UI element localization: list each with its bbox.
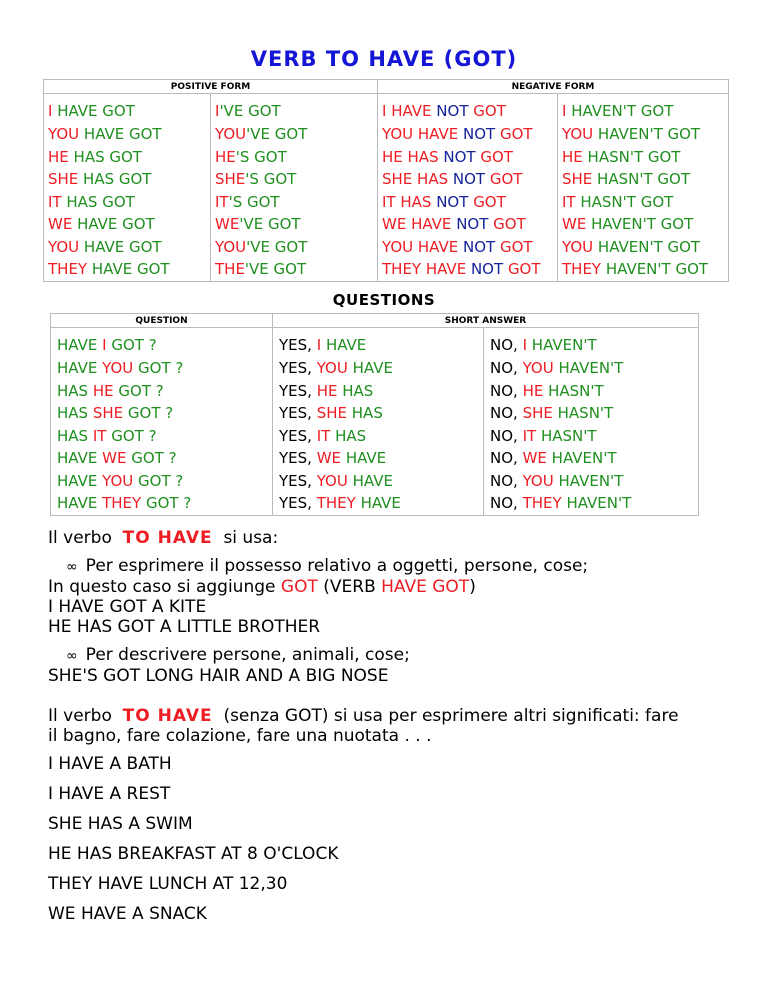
negative-cell: I HAVE NOT GOT [378,94,558,124]
contracted-positive-cell: YOU'VE GOT [211,123,378,146]
table-row [51,402,699,425]
table-row [51,492,699,515]
no-answer-cell: NO, HE HASN'T [484,380,699,403]
to-have-bold: TO HAVE [122,706,213,726]
positive-cell: SHE HAS GOT [44,168,211,191]
to-have-bold: TO HAVE [122,528,213,548]
intro-line: Il verbo TO HAVE si usa: [48,528,279,548]
contracted-positive-cell: I'VE GOT [211,94,378,124]
yes-answer-cell: YES, SHE HAS [273,402,484,425]
questions-table [50,313,699,516]
forms-table [43,79,729,282]
yes-answer-cell: YES, YOU HAVE [273,470,484,493]
table-row [51,328,699,358]
table-row [51,447,699,470]
bullet-icon: ∞ [66,559,78,575]
question-cell: HAS SHE GOT ? [51,402,273,425]
got-note: In questo caso si aggiunge GOT (VERB HAVE GOT) [48,577,476,597]
negative-cell: YOU HAVE NOT GOT [378,123,558,146]
no-answer-cell: NO, THEY HAVEN'T [484,492,699,515]
example-sentence: SHE HAS A SWIM [48,814,193,834]
negative-cell: WE HAVE NOT GOT [378,213,558,236]
contracted-negative-cell: I HAVEN'T GOT [558,94,729,124]
contracted-negative-cell: YOU HAVEN'T GOT [558,236,729,259]
short-answer-header: SHORT ANSWER [273,314,699,328]
contracted-negative-cell: THEY HAVEN'T GOT [558,258,729,281]
negative-form-header: NEGATIVE FORM [378,80,729,94]
negative-cell: HE HAS NOT GOT [378,146,558,169]
question-cell: HAVE YOU GOT ? [51,357,273,380]
negative-cell: IT HAS NOT GOT [378,191,558,214]
contracted-positive-cell: SHE'S GOT [211,168,378,191]
questions-heading: QUESTIONS [332,291,436,309]
positive-cell: THEY HAVE GOT [44,258,211,281]
example-sentence: I HAVE A BATH [48,754,172,774]
example-sentence: WE HAVE A SNACK [48,904,207,924]
contracted-positive-cell: WE'VE GOT [211,213,378,236]
contracted-negative-cell: YOU HAVEN'T GOT [558,123,729,146]
table-row [44,123,729,146]
example-sentence: HE HAS BREAKFAST AT 8 O'CLOCK [48,844,339,864]
yes-answer-cell: YES, HE HAS [273,380,484,403]
page-title: VERB TO HAVE (GOT) [250,47,518,71]
other-meanings-line2: il bagno, fare colazione, fare una nuotata . . . [48,726,432,746]
no-answer-cell: NO, YOU HAVEN'T [484,470,699,493]
negative-cell: THEY HAVE NOT GOT [378,258,558,281]
no-answer-cell: NO, WE HAVEN'T [484,447,699,470]
table-row [51,380,699,403]
contracted-negative-cell: IT HASN'T GOT [558,191,729,214]
yes-answer-cell: YES, I HAVE [273,328,484,358]
bullet-describe: ∞ Per descrivere persone, animali, cose; [66,645,410,665]
table-row [44,191,729,214]
positive-cell: WE HAVE GOT [44,213,211,236]
no-answer-cell: NO, I HAVEN'T [484,328,699,358]
negative-cell: YOU HAVE NOT GOT [378,236,558,259]
positive-form-header: POSITIVE FORM [44,80,378,94]
table-row [51,357,699,380]
example-kite: I HAVE GOT A KITE [48,597,207,617]
bullet-icon: ∞ [66,648,78,664]
positive-cell: YOU HAVE GOT [44,123,211,146]
positive-cell: HE HAS GOT [44,146,211,169]
table-row [44,146,729,169]
example-sentence: I HAVE A REST [48,784,171,804]
table-row [44,236,729,259]
table-row [51,425,699,448]
table-row [44,168,729,191]
no-answer-cell: NO, SHE HASN'T [484,402,699,425]
question-header: QUESTION [51,314,273,328]
positive-cell: I HAVE GOT [44,94,211,124]
yes-answer-cell: YES, IT HAS [273,425,484,448]
question-cell: HAS IT GOT ? [51,425,273,448]
example-sentence: THEY HAVE LUNCH AT 12,30 [48,874,288,894]
contracted-positive-cell: HE'S GOT [211,146,378,169]
example-hair: SHE'S GOT LONG HAIR AND A BIG NOSE [48,666,389,686]
example-brother: HE HAS GOT A LITTLE BROTHER [48,617,321,637]
table-row [44,258,729,281]
question-cell: HAVE THEY GOT ? [51,492,273,515]
no-answer-cell: NO, YOU HAVEN'T [484,357,699,380]
yes-answer-cell: YES, WE HAVE [273,447,484,470]
positive-cell: IT HAS GOT [44,191,211,214]
no-answer-cell: NO, IT HASN'T [484,425,699,448]
question-cell: HAVE WE GOT ? [51,447,273,470]
contracted-negative-cell: SHE HASN'T GOT [558,168,729,191]
contracted-negative-cell: WE HAVEN'T GOT [558,213,729,236]
table-row [51,470,699,493]
table-row [44,94,729,124]
question-cell: HAVE YOU GOT ? [51,470,273,493]
yes-answer-cell: YES, YOU HAVE [273,357,484,380]
contracted-negative-cell: HE HASN'T GOT [558,146,729,169]
yes-answer-cell: YES, THEY HAVE [273,492,484,515]
contracted-positive-cell: YOU'VE GOT [211,236,378,259]
contracted-positive-cell: IT'S GOT [211,191,378,214]
contracted-positive-cell: THE'VE GOT [211,258,378,281]
other-meanings-line1: Il verbo TO HAVE (senza GOT) si usa per esprimere altri significati: fare [48,706,679,726]
table-row [44,213,729,236]
bullet-possession: ∞ Per esprimere il possesso relativo a oggetti, persone, cose; [66,556,589,576]
positive-cell: YOU HAVE GOT [44,236,211,259]
question-cell: HAVE I GOT ? [51,328,273,358]
question-cell: HAS HE GOT ? [51,380,273,403]
negative-cell: SHE HAS NOT GOT [378,168,558,191]
